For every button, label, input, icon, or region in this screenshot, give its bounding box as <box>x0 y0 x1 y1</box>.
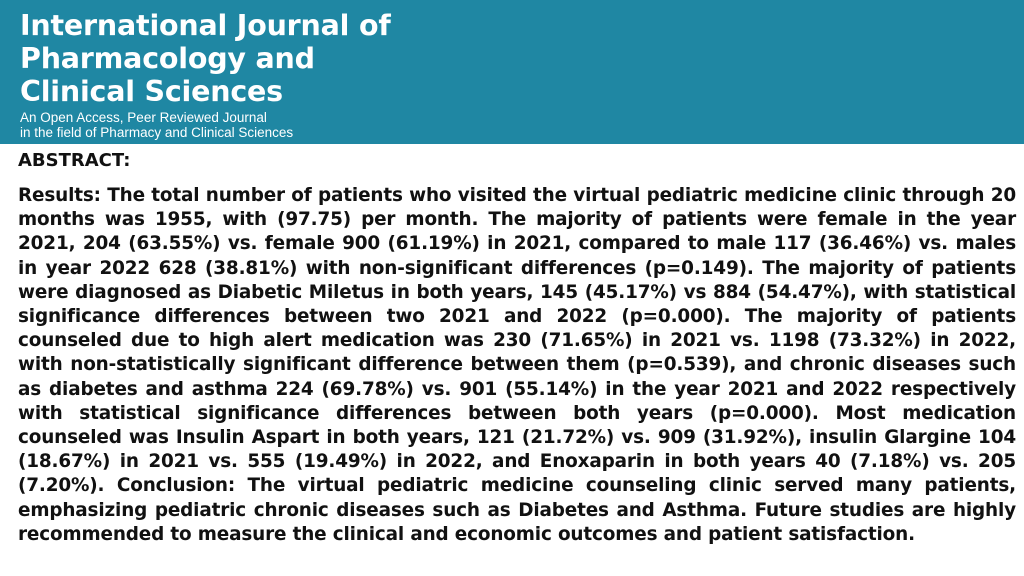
results-text: The total number of patients who visited the virtual pediatric medicine clinic through 20 months was 1955, with (97.75) per month. The majority of patients were female in the year 2021, 204 (63.55%) vs. female 900 (61.19%) in 2021, compared to male 117 (36.46%) vs. males in year 2022 628 (38.81%) with non-significant differences (p=0.149). The majority of patients were diagnosed as Diabetic Miletus in both years, 145 (45.17%) vs 884 (54.47%), with statistical significance differences between two 2021 and 2022 (p=0.000). The majority of patients counseled due to high alert medication was 230 (71.65%) in 2021 vs. 1198 (73.32%) in 2022, with non-statistically significant difference between them (p=0.539), and chronic diseases such as diabetes and asthma 224 (69.78%) vs. 901 (55.14%) in the year 2021 and 2022 respectively with statistical significance differences between both years (p=0.000). Most medication counseled was Insulin Aspart in both years, 121 (21.72%) vs. 909 (31.92%), insulin Glargine 104 (18.67%) in 2021 vs. 555 (19.49%) in 2022, and Enoxaparin in both years 40 (7.18%) vs. 205 (7.20%). <box>18 185 1016 497</box>
abstract-heading: ABSTRACT: <box>18 150 131 171</box>
abstract-section <box>18 150 1016 547</box>
journal-tagline <box>20 110 391 140</box>
journal-logo-block <box>20 9 391 140</box>
results-label: Results: <box>18 185 101 206</box>
journal-title-line-3: Clinical Sciences <box>20 75 283 108</box>
conclusion-label: Conclusion: <box>116 475 236 497</box>
journal-title <box>20 9 391 108</box>
journal-title-line-2: Pharmacology and <box>20 42 315 75</box>
abstract-body <box>18 184 1016 547</box>
journal-banner <box>0 0 1024 144</box>
journal-tagline-line-1: An Open Access, Peer Reviewed Journal <box>20 110 267 125</box>
conclusion-text: The virtual pediatric medicine counseling clinic served many patients, emphasizing pediatric chronic diseases such as Diabetes and Asthma. Future studies are highly recommended to measure the clinical and economic outcomes and patient satisfaction. <box>18 475 1016 545</box>
journal-title-line-1: International Journal of <box>20 9 391 42</box>
journal-tagline-line-2: in the field of Pharmacy and Clinical Sciences <box>20 125 294 140</box>
